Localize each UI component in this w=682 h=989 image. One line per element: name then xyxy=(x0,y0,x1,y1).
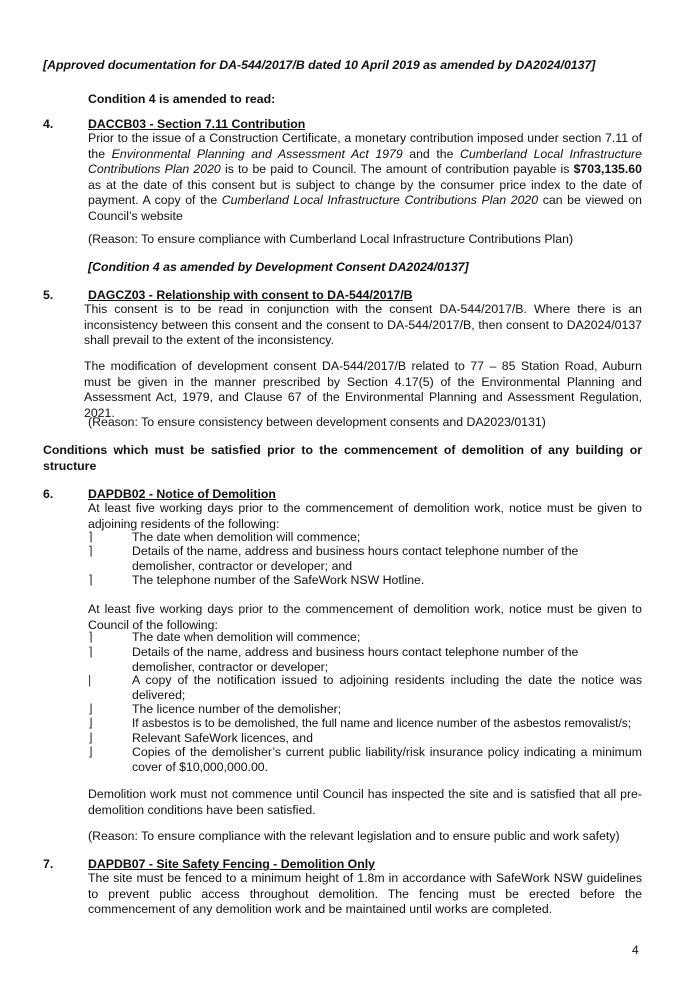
bullet-marker: ⌋ xyxy=(88,702,93,716)
condition-6-intro-residents: At least five working days prior to the commencement of demolition work, notice must be given to adjoining residents of the following: xyxy=(88,501,642,531)
bullet-marker: ⌋ xyxy=(88,716,93,730)
list-item-text: The date when demolition will commence; xyxy=(132,530,361,544)
list-item-text: The telephone number of the SafeWork NSW Hotline. xyxy=(132,573,425,587)
list-item xyxy=(88,702,642,717)
page-number: 4 xyxy=(632,943,639,957)
list-item-text: The date when demolition will commence; xyxy=(132,630,361,644)
condition-4-plan-ref-2: Cumberland Local Infrastructure Contributions Plan 2020 xyxy=(221,193,539,207)
condition-amended-heading: Condition 4 is amended to read: xyxy=(88,92,276,106)
condition-4-text-3: is to be paid to Council. The amount of contribution payable is xyxy=(220,162,574,176)
bullet-marker: ⌉ xyxy=(88,630,93,644)
condition-6-intro-council: At least five working days prior to the commencement of demolition work, notice must be given to Council of the following: xyxy=(88,602,642,632)
condition-4-text-4: as at the date of this consent but is subject to change by the consumer price index to the date of payment. A copy of the xyxy=(88,177,642,207)
condition-4-body xyxy=(88,131,642,224)
list-item xyxy=(88,544,642,574)
list-item xyxy=(88,673,642,703)
list-item xyxy=(88,716,642,731)
condition-7-body: The site must be fenced to a minimum height of 1.8m in accordance with SafeWork NSW guidelines to prevent public access throughout demolition. The fencing must be erected before the commencement of any demolition work and be maintained until works are completed. xyxy=(88,871,642,916)
condition-6-number: 6. xyxy=(43,487,54,501)
condition-4-text-5: can be viewed on Council’s website xyxy=(88,193,642,223)
condition-5-para-1: This consent is to be read in conjunction with the consent DA-544/2017/B. Where there is an inconsistency between this consent and the consent to DA-544/2017/B, then consent to DA2024/0137 shall prevail to the extent of the inconsistency. xyxy=(84,302,642,347)
bullet-marker: ⌉ xyxy=(88,645,93,659)
bullet-marker: ⌉ xyxy=(88,573,93,587)
bullet-marker: ⌋ xyxy=(88,745,93,759)
list-item xyxy=(88,745,642,775)
bullet-marker: | xyxy=(88,673,92,687)
condition-4-amount: $703,135.60 xyxy=(573,162,642,176)
approved-documentation-note: [Approved documentation for DA-544/2017/B dated 10 April 2019 as amended by DA2024/0137] xyxy=(43,58,596,72)
condition-7-heading: DAPDB07 - Site Safety Fencing - Demolition Only xyxy=(88,857,375,871)
condition-5-para-2: The modification of development consent DA-544/2017/B related to 77 – 85 Station Road, Auburn must be given in the manner prescribed by Section 4.17(5) of the Environmental Planning and Assessment Act, 1979, and Clause 67 of the Environmental Planning and Assessment Regulation, 2021. xyxy=(84,359,642,420)
condition-7-number: 7. xyxy=(43,857,54,871)
list-item-text: The licence number of the demolisher; xyxy=(132,702,342,716)
condition-4-reason: (Reason: To ensure compliance with Cumberland Local Infrastructure Contributions Plan) xyxy=(88,232,574,246)
bullet-marker: ⌉ xyxy=(88,530,93,544)
condition-5-heading: DAGCZ03 - Relationship with consent to DA-544/2017/B xyxy=(88,288,413,302)
condition-4-amended-note: [Condition 4 as amended by Development Consent DA2024/0137] xyxy=(88,260,469,274)
condition-6-reason: (Reason: To ensure compliance with the relevant legislation and to ensure public and work safety) xyxy=(88,829,620,843)
condition-4-number: 4. xyxy=(43,117,54,131)
condition-4-plan-ref: Cumberland Local Infrastructure Contributions Plan 2020 xyxy=(88,146,642,176)
demolition-section-heading: Conditions which must be satisfied prior to the commencement of demolition of any building or structure xyxy=(43,443,642,473)
condition-6-heading: DAPDB02 - Notice of Demolition xyxy=(88,487,276,501)
condition-5-number: 5. xyxy=(43,288,54,302)
list-item xyxy=(88,573,642,588)
list-item-text: If asbestos is to be demolished, the full name and licence number of the asbestos removalist/s; xyxy=(132,716,632,730)
list-item-text: Details of the name, address and business hours contact telephone number of the demolisher, contractor or developer; and xyxy=(132,544,579,573)
list-item xyxy=(88,530,642,545)
list-item-text: Details of the name, address and business hours contact telephone number of the demolisher, contractor or developer; xyxy=(132,645,579,674)
condition-4-heading: DACCB03 - Section 7.11 Contribution xyxy=(88,117,306,131)
condition-4-text-2: and the xyxy=(402,146,461,161)
condition-4-act-ref: Environmental Planning and Assessment Act 1979 xyxy=(111,146,403,161)
list-item-text: A copy of the notification issued to adjoining residents including the date the notice was delivered; xyxy=(132,673,642,702)
list-item xyxy=(88,731,642,746)
condition-5-reason: (Reason: To ensure consistency between development consents and DA2023/0131) xyxy=(88,415,546,429)
list-item xyxy=(88,645,642,675)
bullet-marker: ⌋ xyxy=(88,731,93,745)
list-item-text: Relevant SafeWork licences, and xyxy=(132,731,313,745)
list-item-text: Copies of the demolisher’s current public liability/risk insurance policy indicating a minimum cover of $10,000,000.00. xyxy=(132,745,642,774)
condition-6-council-inspection: Demolition work must not commence until Council has inspected the site and is satisfied that all pre-demolition conditions have been satisfied. xyxy=(88,787,642,817)
bullet-marker: ⌉ xyxy=(88,544,93,558)
list-item xyxy=(88,630,642,645)
condition-4-text-1: Prior to the issue of a Construction Certificate, a monetary contribution imposed under section 7.11 of the xyxy=(88,131,642,161)
